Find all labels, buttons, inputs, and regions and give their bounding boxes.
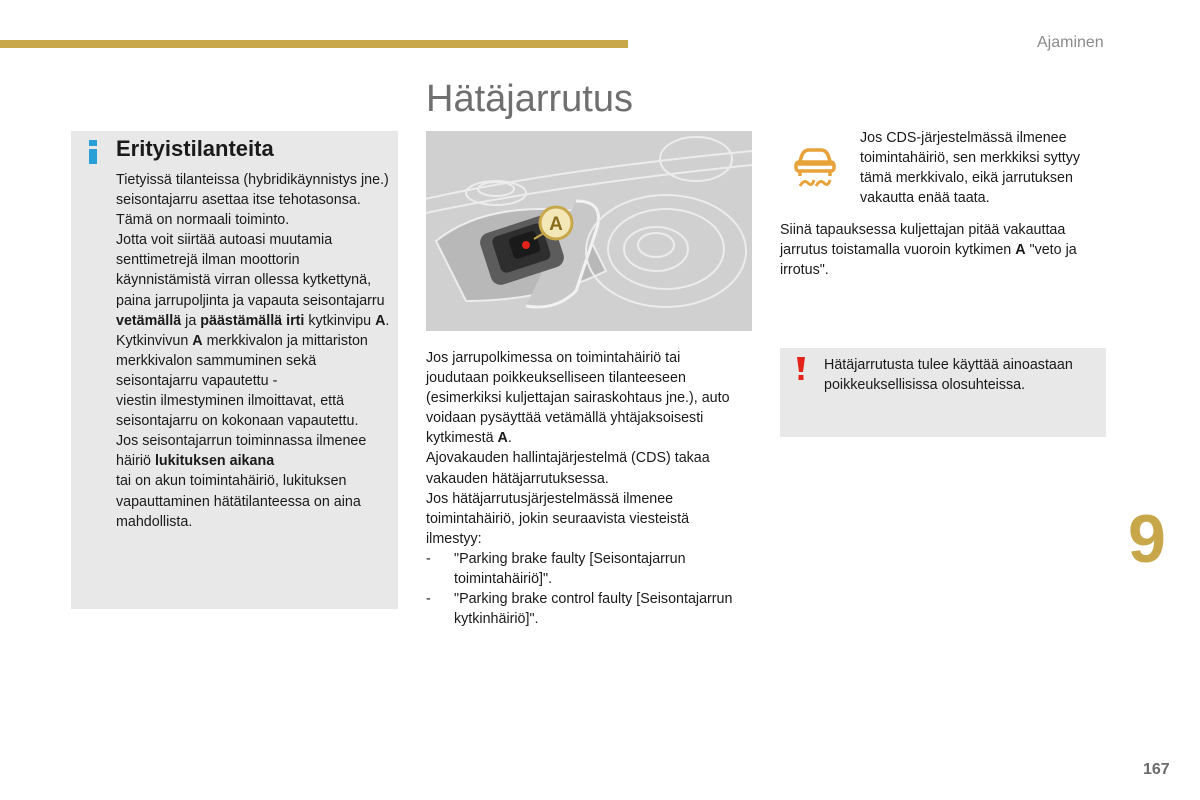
notice-text: Hätäjarrutusta tulee käyttää ainoastaan poikkeuksellisissa olosuhteissa. [824,357,1073,394]
page-number: 167 [1143,761,1170,778]
info-heading: Erityistilanteita [116,136,274,161]
info-paragraph: Kytkinvivun A merkkivalon ja mittariston merkkivalon sammuminen sekä seisontajarru vapautettu - [116,332,368,389]
console-drawing [426,131,752,331]
middle-paragraph: Jos jarrupolkimessa on toimintahäiriö tai joudutaan poikkeukselliseen tilanteeseen (esimerkiksi kuljettajan sairaskohtaus jne.), auto voidaan pysäyttää vetämällä yhtäjaksoisesti kytkimestä A. [426,350,730,447]
info-icon [86,140,100,164]
info-paragraph: viestin ilmestyminen ilmoittavat, että seisontajarru on kokonaan vapautettu. [116,393,359,430]
middle-text [426,348,746,629]
parking-brake-switch-illustration [426,131,752,331]
section-label: Ajaminen [1037,34,1104,51]
info-paragraph: tai on akun toimintahäiriö, lukituksen vapauttaminen hätätilanteessa on aina mahdollista. [116,473,361,530]
page-title: Hätäjarrutus [426,78,633,120]
middle-paragraph: Jos hätäjarrutusjärjestelmässä ilmenee toimintahäiriö, jokin seuraavista viesteistä ilmestyy: [426,490,690,547]
top-accent-bar [0,40,628,48]
stability-control-warning-icon [792,146,838,190]
info-text [116,170,396,532]
exclamation-icon [796,357,806,381]
list-item: - "Parking brake faulty [Seisontajarrun toimintahäiriö]". [426,550,686,588]
chapter-number: 9 [1128,501,1166,577]
info-paragraph: Tietyissä tilanteissa (hybridikäynnistys jne.) seisontajarru asettaa itse tehotasonsa. Tämä on normaali toiminto. [116,172,389,229]
warning-text: Jos CDS-järjestelmässä ilmenee toimintahäiriö, sen merkkiksi syttyy tämä merkkivalo, eikä jarrutuksen vakautta enää taata. [860,130,1081,207]
info-paragraph: Jos seisontajarrun toiminnassa ilmenee häiriö lukituksen aikana [116,433,367,470]
middle-paragraph: Ajovakauden hallintajärjestelmä (CDS) takaa vakauden hätäjarrutuksessa. [426,450,710,487]
right-paragraph: Siinä tapauksessa kuljettajan pitää vakauttaa jarrutus toistamalla vuoroin kytkimen A "veto ja irrotus". [780,222,1077,279]
list-item: - "Parking brake control faulty [Seisontajarrun kytkinhäiriö]". [426,591,733,628]
info-paragraph: Jotta voit siirtää autoasi muutamia senttimetrejä ilman moottorin käynnistämistä virran ollessa kytkettynä, paina jarrupoljinta ja vapauta seisontajarru vetämällä ja päästämällä irti kytkinvipu A. [116,232,390,329]
callout-label: A [549,214,563,235]
